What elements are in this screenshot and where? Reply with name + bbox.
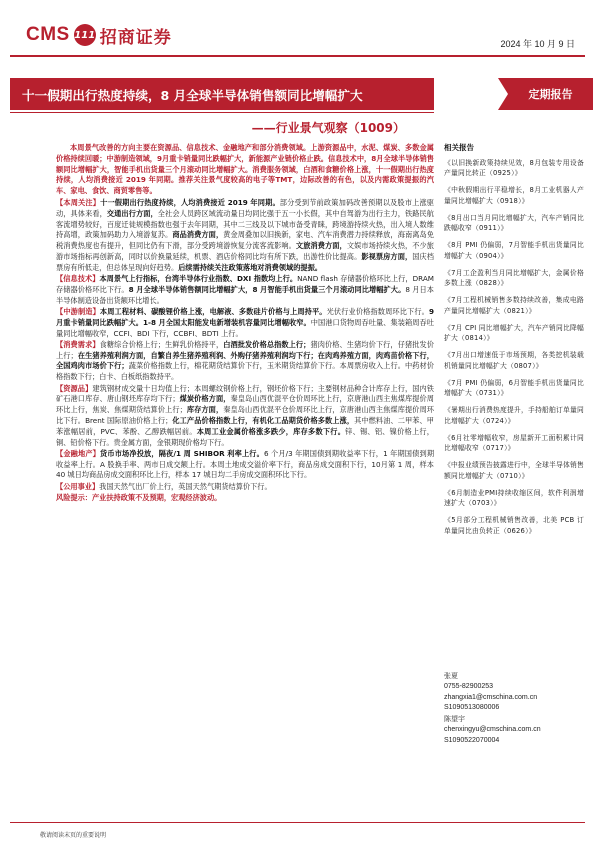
body-text: 秦皇岛山西优混平仓价周环比上行，京唐港山西主焦煤库提价周环比下行。: [56, 405, 434, 425]
related-report-link[interactable]: 《7月工企盈利当月同比增幅扩大，金属价格多数上涨（0828）》: [444, 268, 584, 287]
related-report-link[interactable]: 《7月 PMI 仍偏弱，6月智能手机出货量同比增幅扩大（0731）》: [444, 378, 584, 397]
body-text: 猪肉价格、生猪均价下行，仔猪批发价上行；: [56, 339, 434, 360]
main-body: [56, 143, 434, 504]
analyst-cert: S1090513080006: [444, 704, 500, 712]
section-tag: 【公用事业】: [56, 481, 100, 491]
related-report-link[interactable]: 《5月部分工程机械销售改善，北美 PCB 订单量同比由负转正（0626）》: [444, 516, 584, 535]
related-report-link[interactable]: 《中秋假期出行平稳增长，8月工业机器人产量同比增幅扩大（0918）》: [444, 186, 584, 205]
body-text: Brent 国际原油价格上行；: [85, 415, 173, 425]
body-text: 食糖综合价格上行；生鲜乳价格持平，: [99, 339, 224, 349]
body-text: 我国天然气出厂价上行，英国天然气期货结算价下行。: [99, 481, 272, 491]
bold-text: 交通出行方面，: [106, 208, 158, 218]
section-mid: [56, 307, 434, 339]
section-focus: [56, 198, 434, 274]
section-tag: 【中游制造】: [56, 306, 100, 316]
related-report-link[interactable]: 《7月工程机械销售多数持续改善，集成电路产量同比增幅扩大（0821）》: [444, 296, 584, 315]
analyst-name: 张夏: [444, 672, 458, 680]
analyst-email[interactable]: zhangxia1@cmschina.com.cn: [444, 693, 538, 701]
related-report-link[interactable]: 《6月制造业PMI持续收缩区间，软件利润增速扩大（0703）》: [444, 488, 584, 507]
report-date: 2024 年 10 月 9 日: [500, 39, 575, 49]
bold-text: 化工产品价格指数上行，有机化工品期货价格多数上涨，: [172, 415, 355, 425]
section-tag: 【金融地产】: [56, 448, 101, 458]
body-text: 全社会人员跨区域流动量日均同比强于五一小长假，其中自驾游为出行主力，铁路民航客流增势较好，百度迁徙规模指数也强于去年同期，其中二三线及以下城市备受青睐，跨境游持续火热，出入境人数维持高增，政策加码助力入境游复苏。: [56, 208, 434, 240]
body-text: 部分受到节前政策加码改善预期以及股市上涨驱动，具体来看，: [56, 197, 434, 218]
section-tag: 【信息技术】: [56, 274, 100, 284]
bold-text: 8 月全球半导体销售额同比增幅扩大，8 月智能手机出货量三个月滚动同比增幅扩大。: [128, 284, 406, 294]
section-tag: 【消费需求】: [56, 339, 100, 349]
bold-text: 本周工业金属价格涨多跌少，库存多数下行。: [196, 426, 346, 436]
body-text: 国庆档票房有所低走，但总体呈现向好趋势。: [56, 251, 434, 272]
logo-cn: 招商证券: [99, 27, 172, 48]
report-title: 十一假期出行热度持续，8 月全球半导体销售额同比增幅扩大: [22, 88, 363, 103]
title-underline: [10, 112, 434, 113]
body-text: 6 个月/3 年期国债到期收益率下行，1 年期国债到期收益率上行。A 股换手率、两市日成交额上行。本周土地成交溢价率下行，商品房成交面积下行，10月第 1 周，样本 40 城日均商品房成交面积环比上行，样本 17 城日均二手房成交面积环比下行。: [56, 448, 435, 480]
bold-text: 本周工程材料、碳酸锂价格上涨，电解液、多数硅片价格与上周持平。: [99, 306, 327, 316]
body-text: 锌、锡、铝、镍价格上行，铜、铅价格下行。贵金属方面，金银期现价格均下行。: [56, 426, 434, 447]
analyst-email[interactable]: chenxingyu@cmschina.com.cn: [444, 725, 541, 733]
section-resource: [56, 384, 434, 449]
body-text: 8 月日本半导体制造设备出货额环比增长。: [56, 284, 434, 305]
body-text: 黄金周叠加以旧换新，家电、汽车消费潜力持续释放，海南离岛免税消费热度也有提升，但同比仍有下滑，部分受跨境游恢复分流客流影响。: [56, 230, 434, 251]
report-subtitle: ——行业景气观察（1009）: [251, 121, 405, 135]
report-type-badge: 定期报告: [508, 78, 593, 110]
analyst-contacts: [444, 671, 584, 747]
related-report-link[interactable]: 《以旧换新政策持续见效，8月包装专用设备产量同比转正（0925）》: [444, 158, 584, 177]
body-text: 文娱市场持续火热，不少旅游市场指标再创新高，同时以价换量延续，机票、酒店价格同比均有所下跌，出游性价比提高。: [56, 241, 434, 261]
section-utility: [56, 482, 434, 493]
bold-text: 9 月重卡销量同比跌幅扩大。1-8 月全国太阳能发电新增装机容量同比增幅收窄。: [56, 306, 434, 327]
section-finance: [56, 449, 434, 481]
related-report-link[interactable]: 《8月出口当月同比增幅扩大，汽车产销同比跌幅收窄（0911）》: [444, 213, 584, 232]
analyst-cert: S1090522070004: [444, 736, 500, 744]
related-report-link[interactable]: 《7月出口增速低于市场预期，各类挖机装载机销量同比增幅扩大（0807）》: [444, 351, 584, 370]
section-tag: 【资源品】: [56, 383, 93, 393]
section-consumer: [56, 340, 434, 383]
bold-text: 本周景气上行指标，台湾半导体行业指数、DXI 指数均上行。: [99, 274, 298, 284]
related-report-link[interactable]: 《8月 PMI 仍偏弱，7月智能手机出货量同比增幅扩大（0904）》: [444, 241, 584, 260]
body-text: 秦皇岛山西优混平仓价周环比上行，京唐港山西主焦煤库提价周环比上行，焦炭、焦煤期货结算价上行；: [56, 394, 434, 415]
body-text: 建筑钢材成交量十日均值上行；本周螺纹钢价格上行，钢坯价格下行；主要钢材品种合计库存上行，国内铁矿石港口库存、唐山钢坯库存均下行；: [56, 383, 434, 404]
related-report-link[interactable]: 《中报业绩预告披露进行中，全球半导体销售额同比增幅扩大（0710）》: [444, 461, 584, 480]
bold-text: 库存方面，: [186, 405, 224, 415]
ribbon-tip: [498, 78, 508, 110]
analyst-phone: 0755-82900253: [444, 682, 494, 690]
bold-text: 商品消费方面，: [172, 230, 224, 240]
bold-text: 货币市场净投放，隔夜/1 周 SHIBOR 利率上行。: [100, 448, 264, 458]
bold-text: 十一假期出行热度持续，人均消费接近 2019 年同期。: [100, 197, 280, 207]
related-reports-heading: 相关报告: [444, 143, 474, 152]
header-divider: [10, 55, 585, 57]
bold-text: 在生猪养殖利润方面，自繁自养生猪养殖利润、外购仔猪养殖利润均下行；在肉鸡养殖方面，肉鸡苗价格下行，全国鸡肉市场价下行；: [56, 350, 434, 371]
related-report-link[interactable]: 《暑期出行消费热度提升，手持船舶订单量同比增幅扩大（0724）》: [444, 406, 584, 425]
body-text: 其中燃料油、二甲苯、甲苯涨幅居前，PVC、苯酚、乙醇跌幅居前。: [56, 415, 434, 436]
footer-note: 敬请阅读末页的重要说明: [40, 832, 107, 839]
section-tag: 【本周关注】: [56, 197, 101, 207]
related-report-link[interactable]: 《6月社零增幅收窄，房屋新开工面积累计同比增幅收窄（0717）》: [444, 433, 584, 452]
body-text: 光伏行业价格指数周环比下行。: [326, 306, 429, 316]
related-reports: [444, 143, 584, 543]
logo-mark-icon: 111: [74, 24, 96, 46]
analyst-name: 陈望宇: [444, 715, 465, 724]
footer-divider: [10, 822, 585, 823]
risk-warning: 风险提示：产业扶持政策不及预期，宏观经济波动。: [56, 493, 222, 502]
bold-text: 后续需持续关注政策落地对消费领域的提振。: [178, 262, 322, 272]
related-report-link[interactable]: 《7月 CPI 同比增幅扩大，汽车产销同比降幅扩大（0814）》: [444, 323, 584, 342]
section-it: [56, 274, 434, 306]
bold-text: 影视票房方面，: [361, 251, 413, 261]
body-text: 中国港口货物周吞吐量、集装箱周吞吐量同比增幅收窄，CCFI、BDI 下行，CCBFI、BDTI 上行。: [56, 317, 434, 338]
body-text: 蔬菜价格指数上行，棉花期货结算价下行，玉米期货结算价下行。本周票房收入上行。中药材价格指数下行；白卡、白板纸指数持平。: [56, 361, 434, 382]
summary-paragraph: 本周景气改善的方向主要在资源品、信息技术、金融地产和部分消费领域。上游资源品中，水泥、煤炭、多数金属价格持续回暖；中游制造领域，9月重卡销量同比跌幅扩大，新能源产业链价格止跌。信息技术中，8月全球半导体销售额同比增幅扩大，智能手机出货量三个月滚动同比增幅扩大。消费服务领域，白酒和食糖价格上涨，十一假期出行热度持续，人均消费接近 2019 年同期。推荐关注景气度较高的电子等TMT，边际改善的有色，以及内需政策提振的汽车、家电、食饮、商贸零售等。: [56, 143, 434, 196]
bold-text: 文旅消费方面，: [295, 241, 347, 251]
company-logo: [26, 22, 172, 48]
logo-en: CMS: [26, 24, 70, 45]
bold-text: 白酒批发价格总指数上行；: [223, 339, 311, 349]
bold-text: 煤炭价格方面，: [179, 394, 231, 404]
body-text: NAND flash 存储器价格环比上行，DRAM 存储器价格环比下行。: [56, 274, 434, 294]
